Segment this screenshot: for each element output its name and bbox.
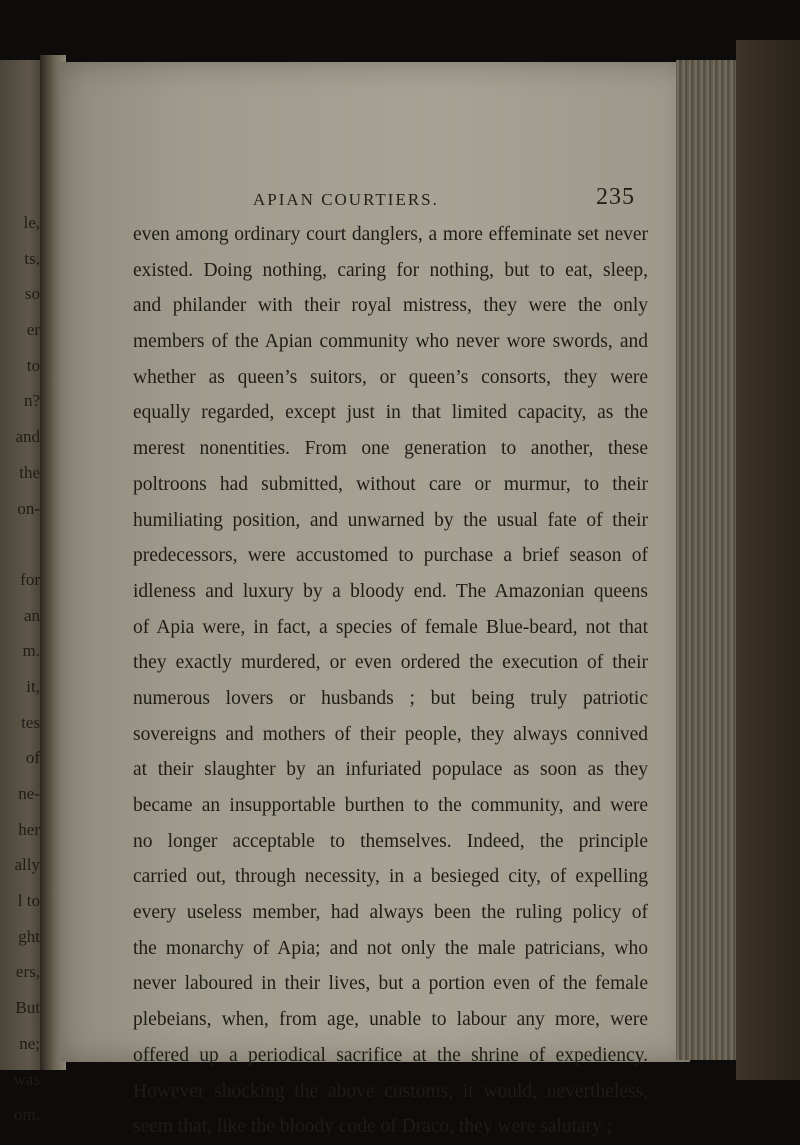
facing-page-fragment: m.	[22, 641, 40, 661]
text-line: sovereigns and mothers of their people, they always connived	[133, 723, 648, 745]
facing-page-fragment: an	[23, 605, 40, 625]
text-line: merest nonentities. From one generation to another, these	[133, 438, 648, 460]
facing-page-fragment: was	[13, 1069, 40, 1089]
text-line: carried out, through necessity, in a besieged city, of expelling	[133, 866, 648, 888]
facing-page-fragment: om,	[14, 1105, 40, 1125]
facing-page-fragment: er	[26, 320, 40, 340]
text-line: of Apia were, in fact, a species of female Blue-beard, not that	[133, 616, 648, 638]
text-line: at their slaughter by an infuriated populace as soon as they	[133, 759, 648, 781]
text-line: However shocking the above customs, it would, nevertheless,	[133, 1080, 648, 1102]
facing-page-fragment: to	[26, 355, 40, 375]
facing-page-fragment: on-	[17, 498, 40, 518]
running-head	[195, 186, 665, 216]
text-line: predecessors, were accustomed to purchase a brief season of	[133, 545, 648, 567]
text-line: numerous lovers or husbands ; but being truly patriotic	[133, 687, 648, 709]
text-line: the monarchy of Apia; and not only the male patricians, who	[133, 937, 648, 959]
text-line: idleness and luxury by a bloody end. The Amazonian queens	[133, 580, 648, 602]
facing-page-fragment: le,	[23, 213, 40, 232]
text-line: no longer acceptable to themselves. Indeed, the principle	[133, 830, 648, 852]
facing-page-fragment: so	[24, 284, 40, 304]
text-line: plebeians, when, from age, unable to labour any more, were	[133, 1009, 648, 1031]
facing-page-fragment: l to	[17, 891, 40, 911]
facing-page-fragment: tes	[21, 712, 40, 732]
facing-page-fragment	[0, 526, 40, 562]
text-line: members of the Apian community who never wore swords, and	[133, 331, 648, 353]
text-line: every useless member, had always been the ruling policy of	[133, 902, 648, 924]
body-text	[133, 217, 648, 1145]
facing-page-fragment: ally	[14, 855, 40, 875]
facing-page-fragment: the	[19, 462, 40, 482]
facing-page-fragment: for	[20, 569, 40, 589]
text-line: never laboured in their lives, but a portion even of the female	[133, 973, 648, 995]
book-cover-edge	[736, 40, 800, 1080]
facing-page-fragment: her	[18, 819, 40, 839]
text-line: seem that, like the bloody code of Draco, they were salutary ;	[133, 1116, 613, 1138]
facing-page-fragment: ne;	[19, 1033, 40, 1053]
facing-page-fragment: ers,	[15, 962, 40, 982]
page-number: 235	[596, 184, 635, 210]
text-line: and philander with their royal mistress, they were the only	[133, 295, 648, 317]
running-title: APIAN COURTIERS.	[253, 190, 439, 209]
facing-page-text	[0, 205, 40, 1133]
facing-page-fragment: ne-	[18, 784, 40, 803]
text-line: existed. Doing nothing, caring for nothing, but to eat, sleep,	[133, 259, 648, 281]
facing-page-fragment: and	[15, 427, 40, 447]
text-line: offered up a periodical sacrifice at the shrine of expediency.	[133, 1044, 648, 1066]
facing-page-fragment: ts,	[24, 248, 40, 268]
text-line: they exactly murdered, or even ordered the execution of their	[133, 652, 648, 674]
text-line: poltroons had submitted, without care or murmur, to their	[133, 473, 648, 495]
text-line: equally regarded, except just in that limited capacity, as the	[133, 402, 648, 424]
facing-page-fragment: But	[15, 998, 40, 1018]
text-line: whether as queen’s suitors, or queen’s consorts, they were	[133, 366, 648, 388]
facing-page-fragment: ght	[18, 926, 40, 946]
text-line: became an insupportable burthen to the community, and were	[133, 795, 648, 816]
text-line: even among ordinary court danglers, a more effeminate set never	[133, 224, 648, 245]
text-line: humiliating position, and unwarned by the usual fate of their	[133, 509, 648, 531]
facing-page-fragment: it,	[26, 676, 40, 696]
facing-page-fragment: of	[25, 748, 40, 768]
facing-page-fragment: n?	[23, 391, 40, 411]
page-edges	[676, 60, 738, 1060]
